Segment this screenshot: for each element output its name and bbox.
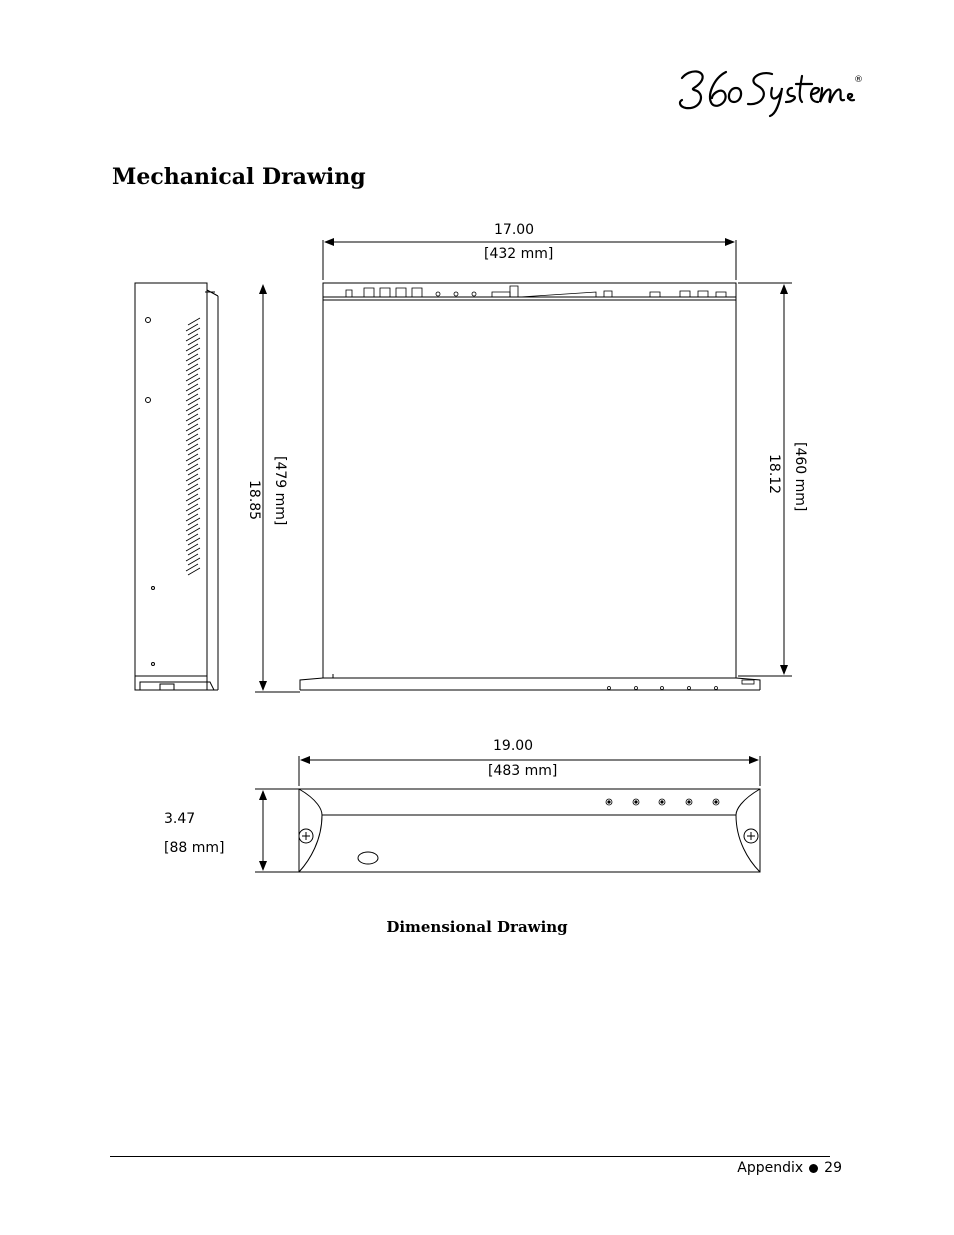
footer-section: Appendix (737, 1160, 804, 1176)
page-footer (737, 1160, 842, 1176)
left-depth-inches: 18.85 (246, 480, 262, 521)
top-width-mm: [432 mm] (484, 246, 554, 262)
side-view (135, 283, 218, 690)
height-dimension-front (255, 789, 299, 872)
page-number: 29 (824, 1160, 842, 1176)
figure-caption: Dimensional Drawing (386, 918, 568, 936)
front-width-mm: [483 mm] (488, 763, 558, 779)
front-width-inches: 19.00 (493, 738, 534, 754)
left-depth-mm: [479 mm] (272, 456, 288, 526)
front-height-inches: 3.47 (164, 811, 196, 827)
bullet-icon (809, 1164, 818, 1173)
right-depth-inches: 18.12 (766, 454, 782, 495)
registered-mark: ® (854, 75, 863, 85)
footer-rule (110, 1156, 830, 1157)
page-heading: Mechanical Drawing (112, 164, 366, 190)
front-view (299, 789, 760, 872)
top-width-inches: 17.00 (494, 222, 535, 238)
front-height-mm: [88 mm] (164, 840, 225, 856)
vent-slots (186, 318, 200, 575)
depth-dimension-right (738, 283, 792, 676)
right-depth-mm: [460 mm] (792, 442, 808, 512)
top-view (300, 283, 760, 690)
